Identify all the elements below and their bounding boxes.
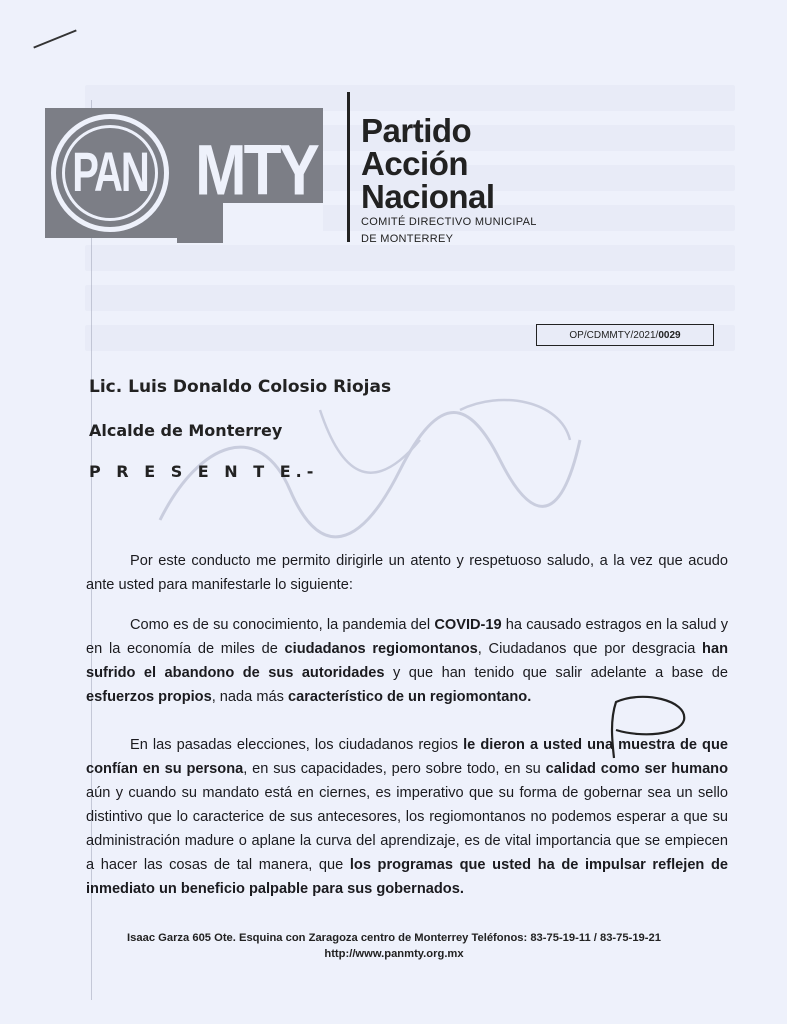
- pan-emblem: [51, 114, 169, 232]
- footer-address: Isaac Garza 605 Ote. Esquina con Zaragoza centro de Monterrey Teléfonos: 83-75-19-11 / 83-75-19-21: [127, 932, 661, 944]
- pan-mty-logo: [45, 108, 325, 243]
- p3-text-a: En las pasadas elecciones, los ciudadanos regios: [130, 737, 464, 753]
- p2-text-i: , nada más: [211, 689, 288, 705]
- p3-bold-human: calidad como ser humano: [545, 761, 729, 777]
- p3-bold-programs: los programas que usted ha de impulsar reflejen de inmediato un beneficio palpable para sus gobernados.: [86, 857, 728, 897]
- stray-pen-mark: [33, 29, 76, 48]
- p2-text-c: ha causado estragos en la salud y en la economía de miles de: [86, 617, 728, 657]
- p2-text-a: Como es de su conocimiento, la pandemia del: [130, 617, 435, 633]
- reference-prefix: OP/CDMMTY/2021/: [569, 330, 659, 341]
- p3-text-e: aún y cuando su mandato está en ciernes, es imperativo que su forma de gobernar sea un sello distintivo que lo caracterice de sus antecesores, los regiomontanos no podemos esperar a que su administración madure o aplane la curva del aprendizaje, es de vital importancia que se empiecen a hacer las cosas de tal manera, que: [86, 785, 728, 873]
- party-name-line3: Nacional: [361, 178, 495, 215]
- p2-bold-citizens: ciudadanos regiomontanos: [284, 641, 478, 657]
- addressee-title: Alcalde de Monterrey: [89, 421, 283, 440]
- p2-text-e: , Ciudadanos que por desgracia: [477, 641, 703, 657]
- paragraph-greeting-text: Por este conducto me permito dirigirle un atento y respetuoso saludo, a la vez que acudo ante usted para manifestarle lo siguiente:: [86, 553, 728, 593]
- mty-logo-text: MTY: [195, 131, 317, 211]
- party-name-line1: Partido: [361, 112, 472, 149]
- reference-number: 0029: [658, 330, 681, 341]
- p2-text-g: y que han tenido que salir adelante a base de: [384, 665, 728, 681]
- p2-bold-abandon: han sufrido el abandono de sus autoridades: [86, 641, 728, 681]
- footer-url[interactable]: http://www.panmty.org.mx: [324, 948, 464, 960]
- committee-line2: DE MONTERREY: [361, 233, 454, 245]
- p3-text-c: , en sus capacidades, pero sobre todo, en su: [243, 761, 546, 777]
- handwritten-p-mark: [602, 690, 692, 760]
- party-name-block: [361, 114, 537, 247]
- committee-line1: COMITÉ DIRECTIVO MUNICIPAL: [361, 216, 537, 228]
- p2-bold-covid: COVID-19: [434, 617, 502, 633]
- p2-bold-characteristic: característico de un regiomontano.: [287, 689, 532, 705]
- addressee-name: Lic. Luis Donaldo Colosio Riojas: [89, 377, 392, 397]
- logo-divider: [347, 92, 350, 242]
- party-name-line2: Acción: [361, 145, 469, 182]
- p2-bold-efforts: esfuerzos propios: [86, 689, 212, 705]
- presente-heading: P R E S E N T E.-: [89, 462, 319, 481]
- paragraph-greeting: [86, 549, 728, 597]
- pan-logo-text: PAN: [72, 141, 148, 204]
- p3-bold-trust: le dieron a usted una muestra de que confían en su persona: [86, 737, 728, 777]
- reference-number-box: [536, 324, 714, 346]
